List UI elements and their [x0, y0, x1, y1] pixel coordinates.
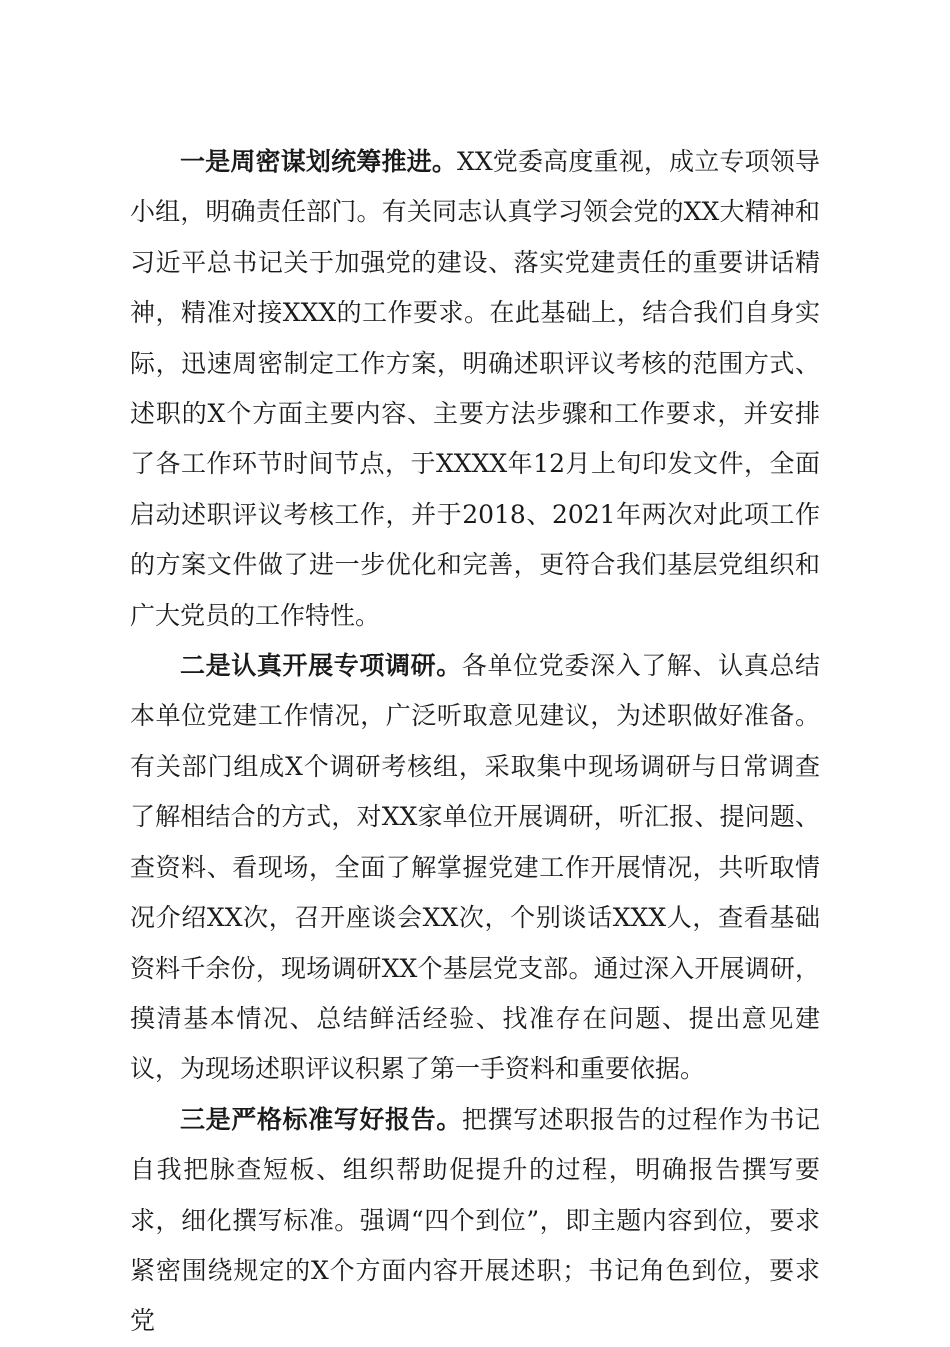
paragraph-2: [130, 641, 820, 1095]
paragraph-3-text: 把撰写述职报告的过程作为书记自我把脉查短板、组织帮助促提升的过程，明确报告撰写要求，细化撰写标准。强调“四个到位”，即主题内容到位，要求紧密围绕规定的X个方面内容开展述职；书记角色到位，要求党: [130, 1104, 820, 1336]
paragraph-1-text: XX党委高度重视，成立专项领导小组，明确责任部门。有关同志认真学习领会党的XX大精神和习近平总书记关于加强党的建设、落实党建责任的重要讲话精神，精准对接XXX的工作要求。在此基础上，结合我们自身实际，迅速周密制定工作方案，明确述职评议考核的范围方式、述职的X个方面主要内容、主要方法步骤和工作要求，并安排了各工作环节时间节点，于XXXX年12月上旬印发文件，全面启动述职评议考核工作，并于2018、2021年两次对此项工作的方案文件做了进一步优化和完善，更符合我们基层党组织和广大党员的工作特性。: [130, 147, 820, 630]
paragraph-3: [130, 1095, 820, 1347]
paragraph-1-heading: 一是周密谋划统筹推进。: [180, 147, 458, 176]
paragraph-2-heading: 二是认真开展专项调研。: [180, 651, 462, 681]
paragraph-3-heading: 三是严格标准写好报告。: [180, 1104, 462, 1134]
paragraph-2-text: 各单位党委深入了解、认真总结本单位党建工作情况，广泛听取意见建议，为述职做好准备。有关部门组成X个调研考核组，采取集中现场调研与日常调查了解相结合的方式，对XX家单位开展调研，听汇报、提问题、查资料、看现场，全面了解掌握党建工作开展情况，共听取情况介绍XX次，召开座谈会XX次，个别谈话XXX人，查看基础资料千余份，现场调研XX个基层党支部。通过深入开展调研，摸清基本情况、总结鲜活经验、找准存在问题、提出意见建议，为现场述职评议积累了第一手资料和重要依据。: [130, 651, 820, 1084]
document-body: [130, 137, 820, 1347]
paragraph-1: [130, 137, 820, 641]
